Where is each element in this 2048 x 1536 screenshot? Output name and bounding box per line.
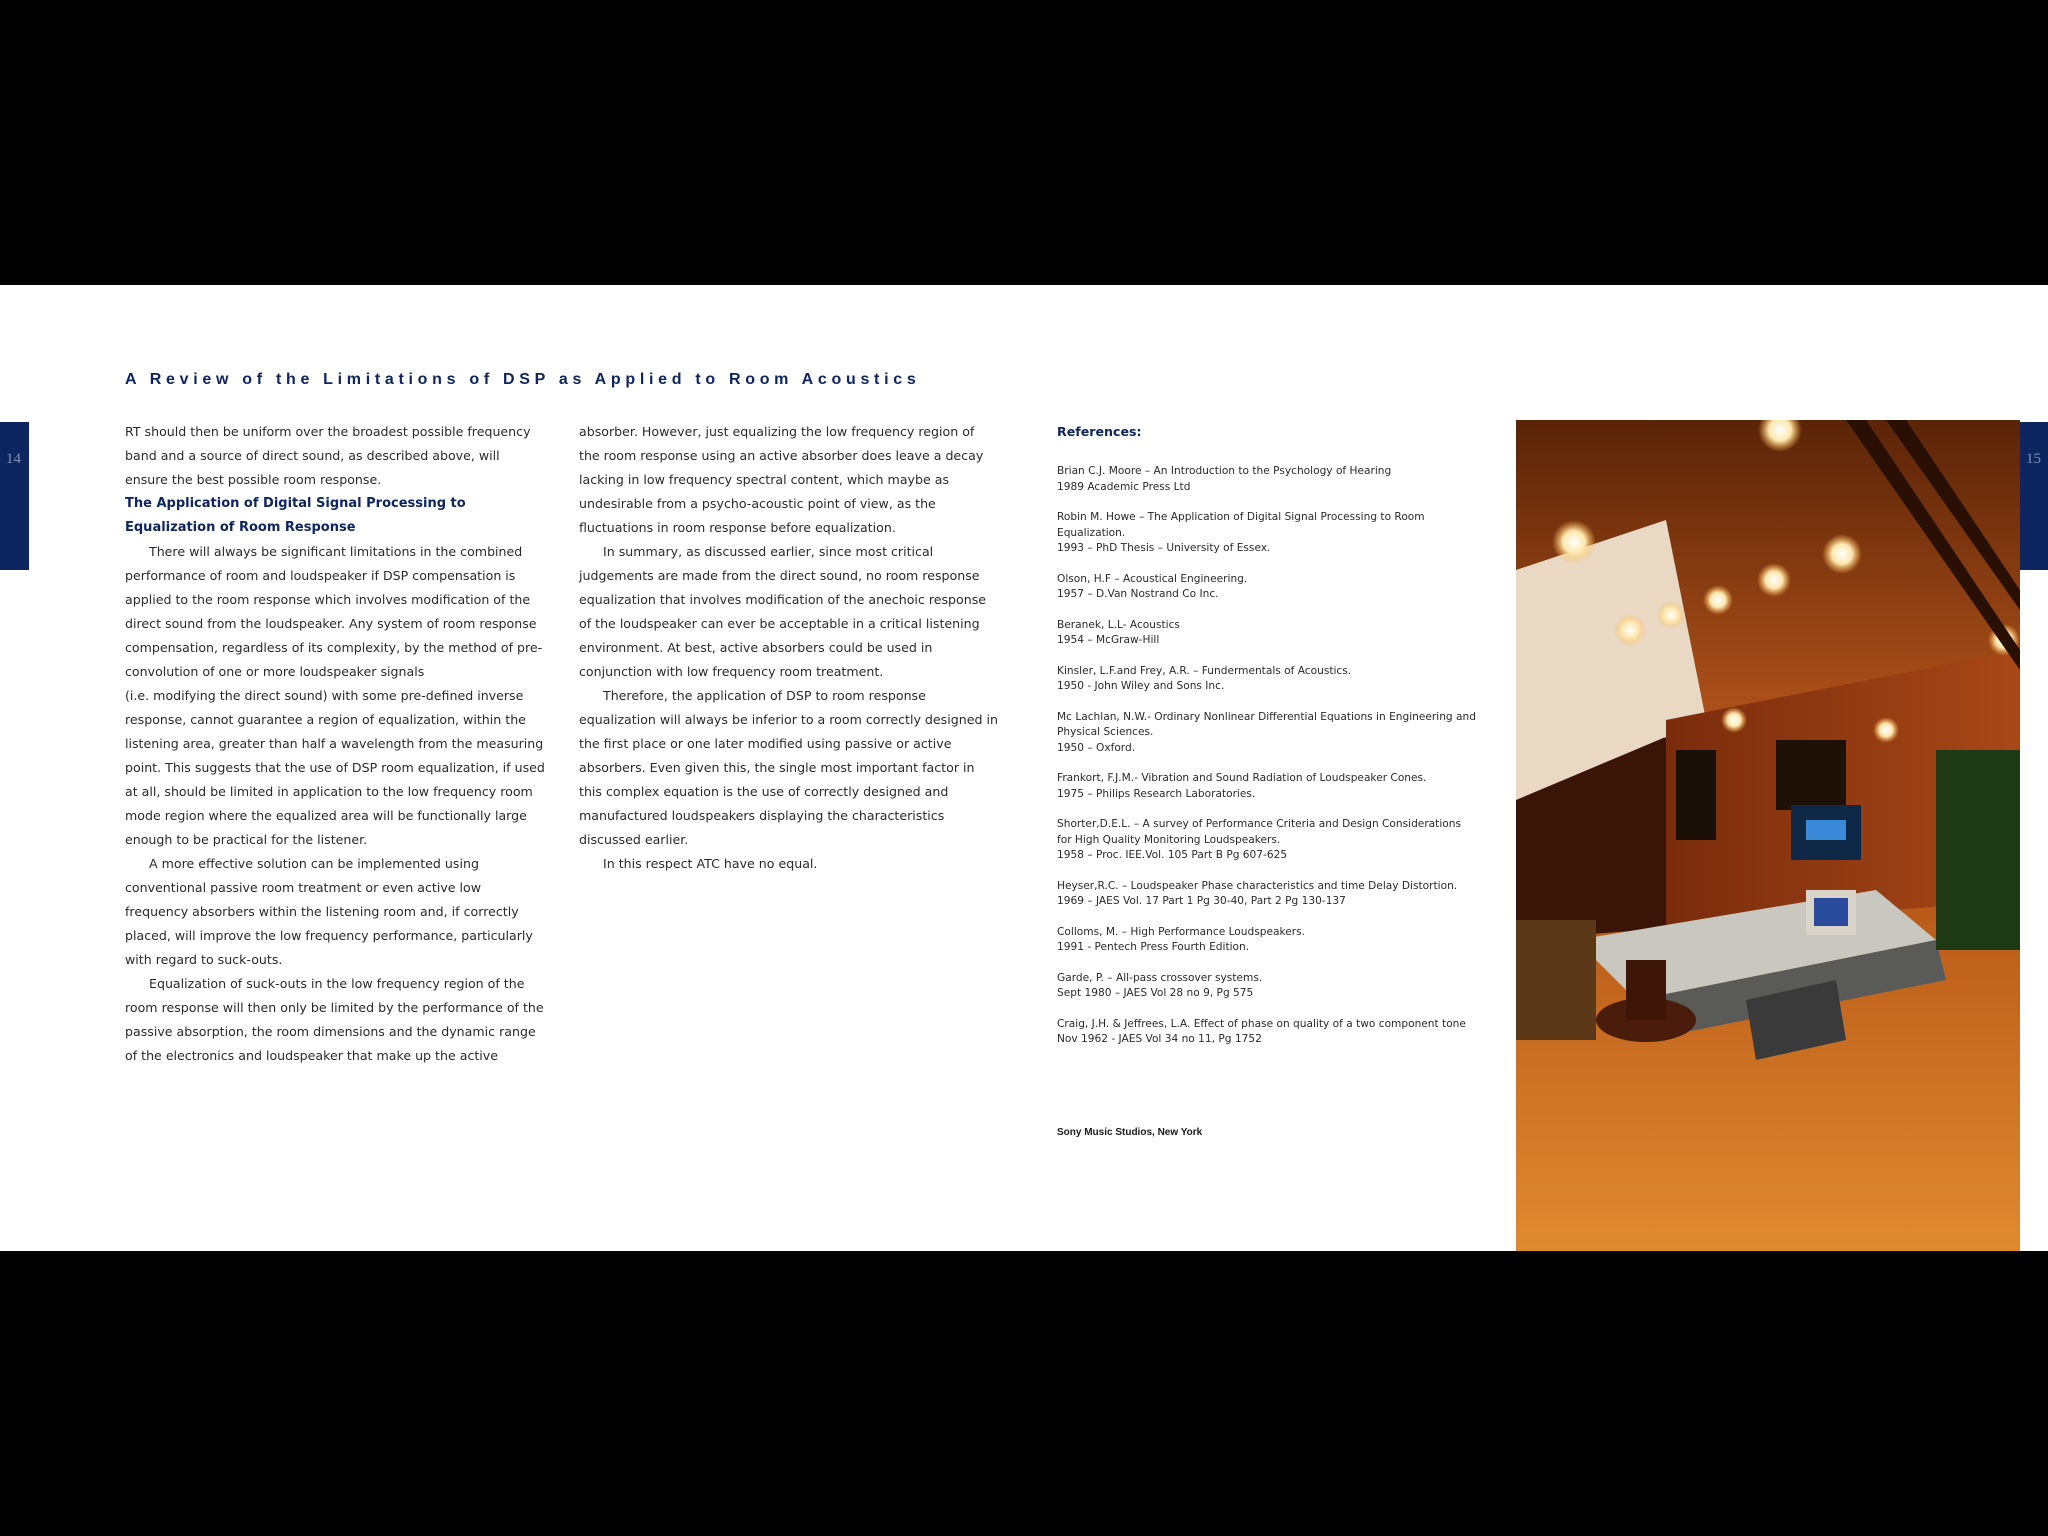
reference-item [1057,464,1477,495]
reference-item [1057,1017,1477,1048]
reference-line: Sept 1980 – JAES Vol 28 no 9, Pg 575 [1057,987,1254,999]
reference-line: 1975 – Philips Research Laboratories. [1057,787,1256,800]
reference-line: Brian C.J. Moore – An Introduction to the Psychology of Hearing [1057,465,1392,477]
reference-line: 1957 – D.Van Nostrand Co Inc. [1057,588,1219,600]
plant [1936,750,2020,950]
reference-line: Olson, H.F – Acoustical Engineering. [1057,572,1248,585]
reference-item [1057,879,1477,910]
reference-item [1057,817,1477,864]
photo-caption: Sony Music Studios, New York [1057,1127,1203,1138]
reference-line: Colloms, M. – High Performance Loudspeakers. [1057,925,1305,938]
body-paragraph: Therefore, the application of DSP to room response equalization will always be inferior to a room correctly designed in the first place or one later modified using passive or active absorbers. Even given this, the single most important factor in this complex equation is the use of correctly designed and manufactured loudspeakers displaying the characteristics discussed earlier. [579,688,998,847]
ceiling-light [1703,585,1733,615]
equipment-rack [1516,920,1596,1040]
references-title: References: [1057,424,1142,439]
reference-item [1057,572,1477,603]
closing-paragraph: In this respect ATC have no equal. [603,856,818,871]
reference-line: 1993 – PhD Thesis – University of Essex. [1057,542,1271,554]
reference-line: 1991 - Pentech Press Fourth Edition. [1057,941,1250,953]
reference-item [1057,925,1477,956]
reference-line: 1989 Academic Press Ltd [1057,480,1191,493]
page-heading: A Review of the Limitations of DSP as Applied to Room Acoustics [125,371,921,388]
reference-line: 1950 – Oxford. [1057,741,1136,754]
reference-line: Nov 1962 - JAES Vol 34 no 11, Pg 1752 [1057,1033,1262,1045]
intro-paragraph: RT should then be uniform over the broadest possible frequency band and a source of direct sound, as described above, will ensure the best possible room response. [125,424,531,487]
speaker-right [1776,740,1846,810]
text-column-1 [125,420,545,1068]
speaker-left [1676,750,1716,840]
body-paragraph: In summary, as discussed earlier, since most critical judgements are made from the direct sound, no room response equalization that involves modification of the anechoic response of the loudspeaker can ever be acceptable in a critical listening environment. At best, active absorbers could be used in conjunction with low frequency room treatment. [579,544,987,679]
ceiling-light [1657,601,1685,629]
reference-line: 1969 – JAES Vol. 17 Part 1 Pg 30-40, Part 2 Pg 130-137 [1057,895,1346,907]
ceiling-light [1552,520,1596,564]
ceiling-light [1721,707,1747,733]
reference-item [1057,510,1477,557]
brochure-spread [0,285,2048,1251]
references-list [1057,422,1477,1063]
reference-line: Shorter,D.E.L. – A survey of Performance Criteria and Design Considerations for High Quality Monitoring Loudspeakers. [1057,818,1461,846]
body-paragraph: A more effective solution can be implemented using conventional passive room treatment or even active low frequency absorbers within the listening room and, if correctly placed, will improve the low frequency performance, particularly with regard to suck-outs. [125,856,533,967]
studio-illustration [1516,420,2020,1251]
body-paragraph: There will always be significant limitations in the combined performance of room and loudspeaker if DSP compensation is applied to the room response which involves modification of the direct sound from the loudspeaker. Any system of room response compensation, regardless of its complexity, by the method of pre-convolution of one or more loudspeaker signals [125,544,543,679]
reference-item [1057,971,1477,1002]
section-subheading: The Application of Digital Signal Processing to Equalization of Room Response [125,496,466,535]
reference-line: Kinsler, L.F.and Frey, A.R. – Fundermentals of Acoustics. [1057,664,1352,677]
right-page-tab [2020,422,2048,570]
ceiling-light [1614,614,1646,646]
left-page-tab [0,422,29,570]
reference-line: Mc Lachlan, N.W.- Ordinary Nonlinear Differential Equations in Engineering and Physical Sciences. [1057,710,1476,738]
ceiling-light [1822,534,1862,574]
reference-item [1057,618,1477,649]
reference-line: 1954 – McGraw-Hill [1057,634,1160,646]
reference-line: 1950 - John Wiley and Sons Inc. [1057,680,1225,692]
ceiling-light [1873,717,1899,743]
reference-line: Robin M. Howe – The Application of Digital Signal Processing to Room Equalization. [1057,511,1425,539]
reference-item [1057,710,1477,757]
reference-line: Craig, J.H. & Jeffrees, L.A. Effect of phase on quality of a two component tone [1057,1017,1466,1030]
body-paragraph: Equalization of suck-outs in the low frequency region of the room response will then only be limited by the performance of the passive absorption, the room dimensions and the dynamic range of the electronics and loudspeaker that make up the active [125,976,544,1063]
reference-line: Garde, P. – All-pass crossover systems. [1057,971,1263,984]
ceiling-light [1757,563,1791,597]
reference-item [1057,664,1477,695]
reference-item [1057,771,1477,802]
reference-line: Frankort, F.J.M.- Vibration and Sound Radiation of Loudspeaker Cones. [1057,772,1427,784]
page-number-right: 15 [2026,451,2041,467]
reference-line: Heyser,R.C. – Loudspeaker Phase characteristics and time Delay Distortion. [1057,879,1458,892]
reference-line: 1958 – Proc. IEE.Vol. 105 Part B Pg 607-625 [1057,849,1288,861]
reference-line: Beranek, L.L- Acoustics [1057,618,1180,631]
page-number-left: 14 [6,451,21,467]
studio-photo [1516,420,2020,1251]
body-paragraph: absorber. However, just equalizing the low frequency region of the room response using an active absorber does leave a decay lacking in low frequency spectral content, which maybe as undesirable from a psycho-acoustic point of view, as the fluctuations in room response before equalization. [579,424,984,535]
body-paragraph: (i.e. modifying the direct sound) with some pre-defined inverse response, cannot guarantee a region of equalization, within the listening area, greater than half a wavelength from the measuring point. This suggests that the use of DSP room equalization, if used at all, should be limited in application to the low frequency room mode region where the equalized area will be functionally large enough to be practical for the listener. [125,688,545,847]
text-column-2 [579,420,999,876]
